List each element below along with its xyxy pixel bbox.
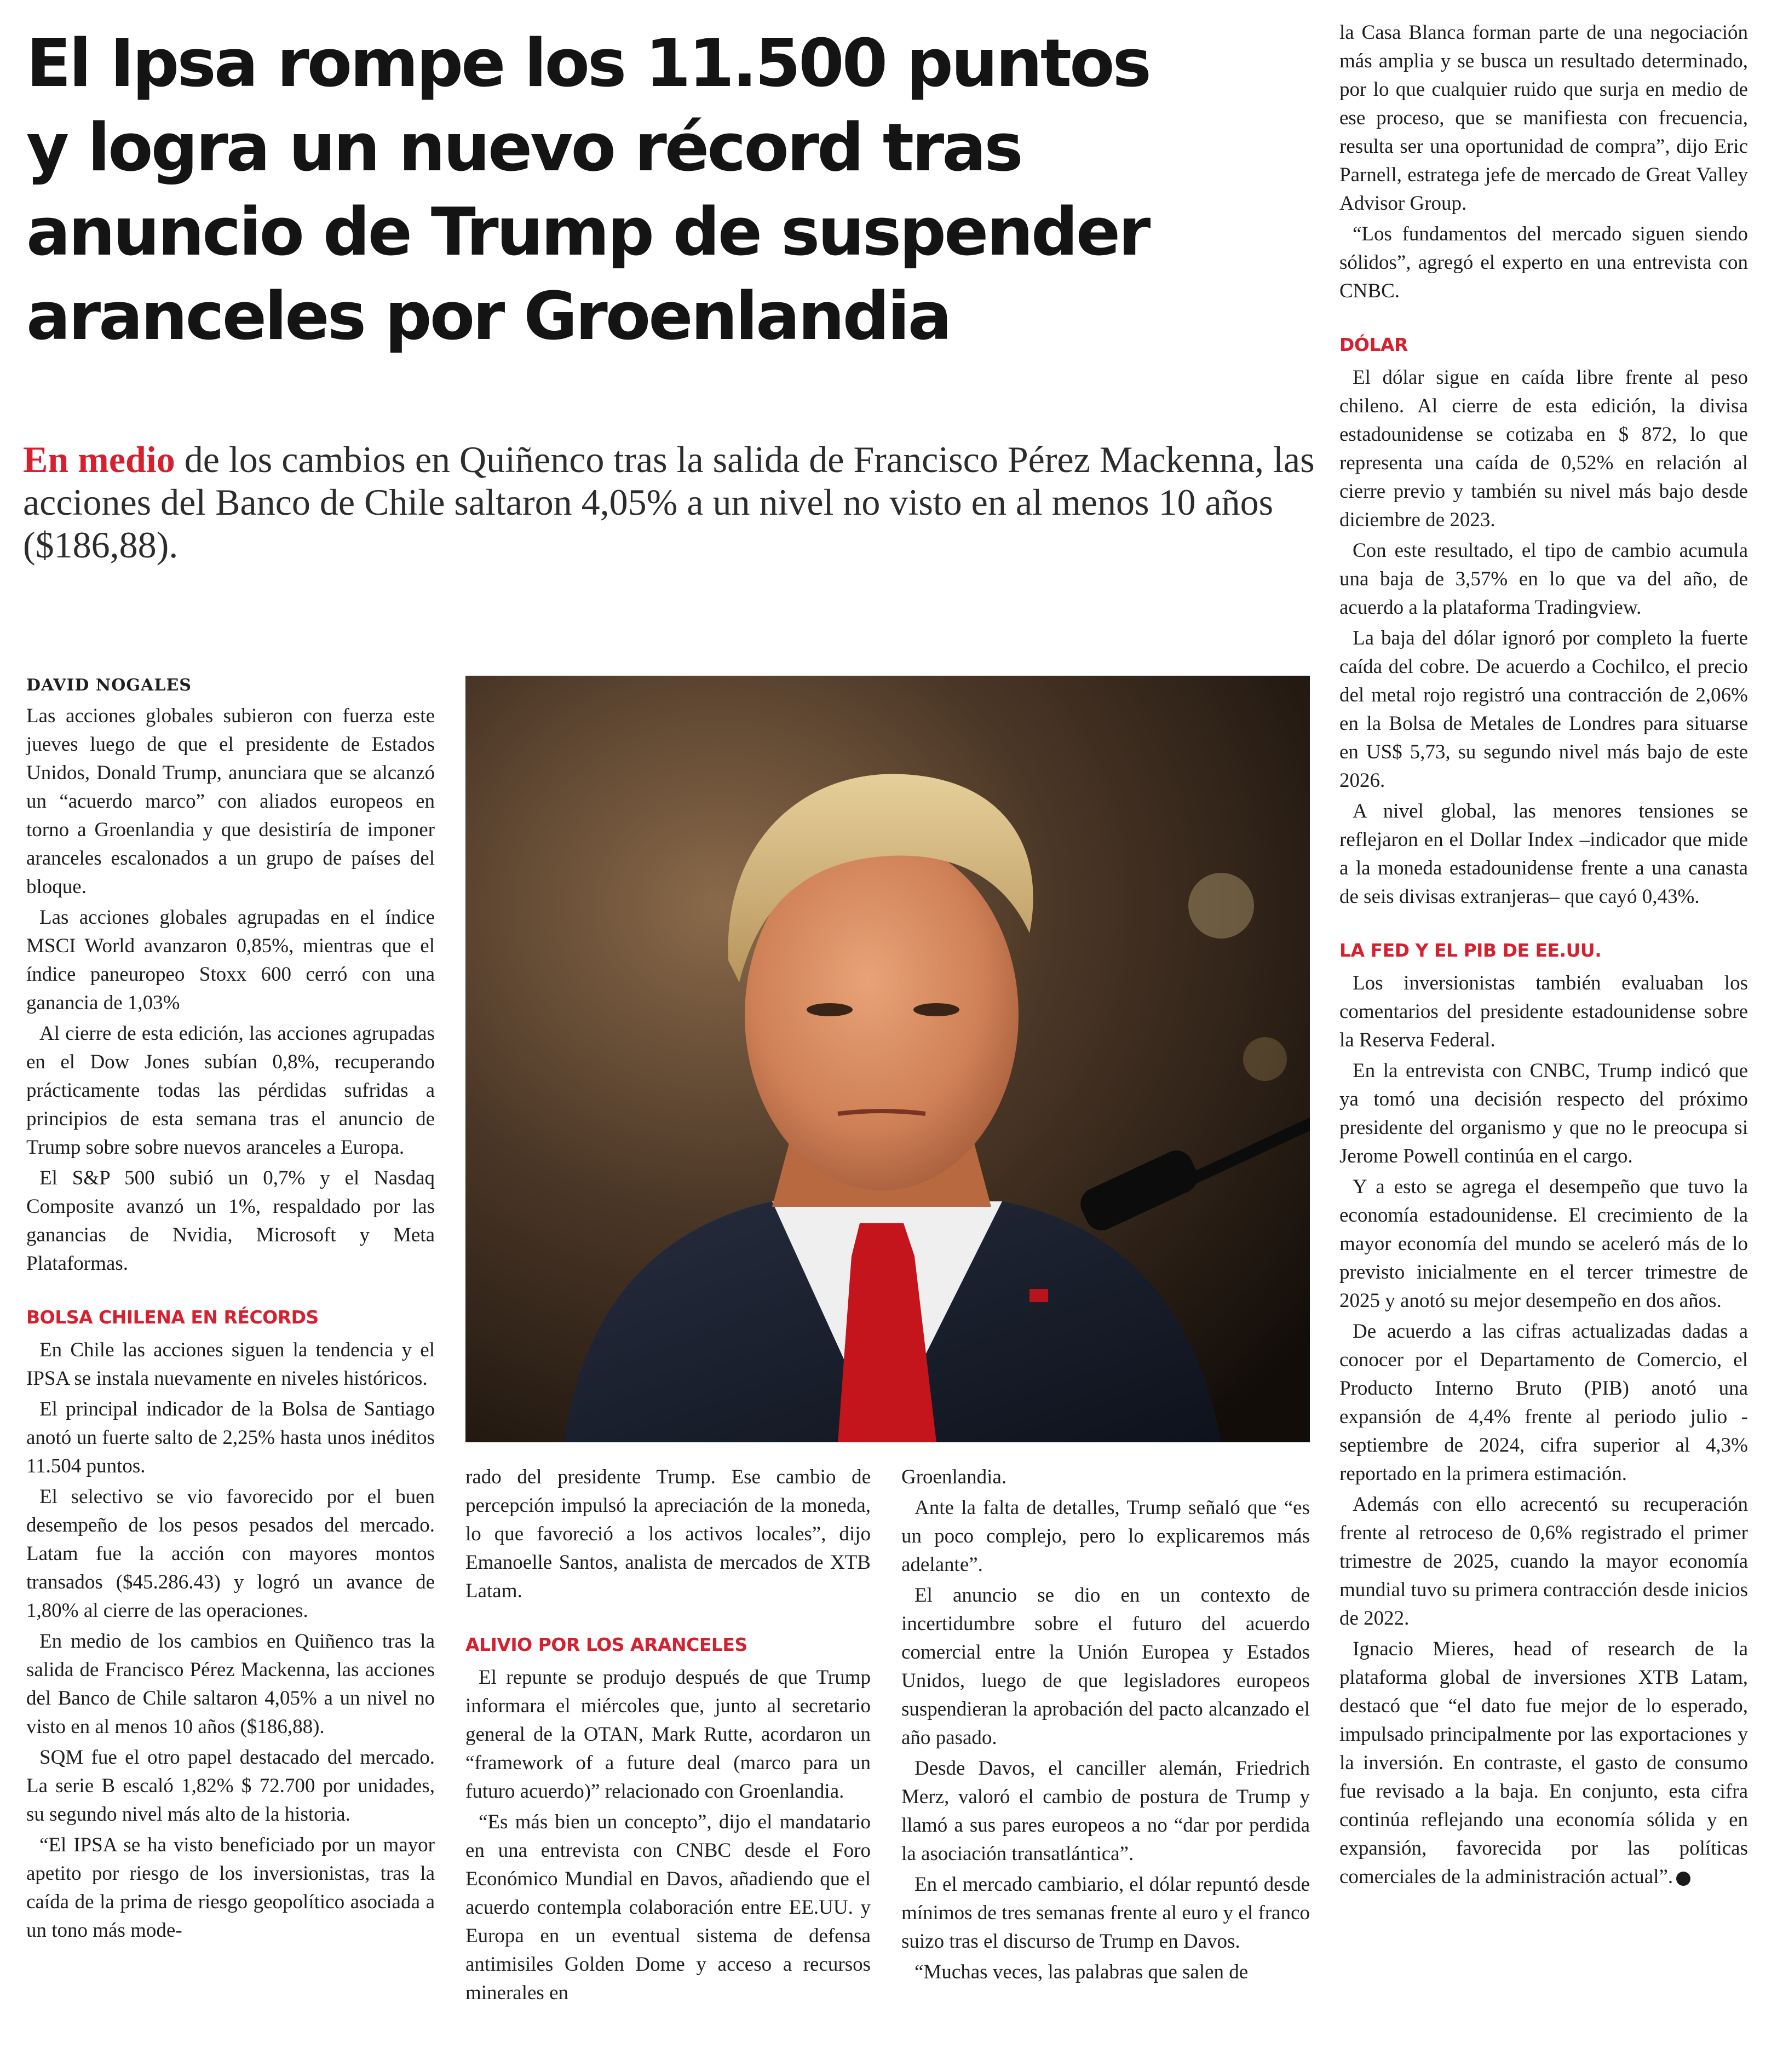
paragraph: El anuncio se dio en un contexto de incertidumbre sobre el futuro del acuerdo comercial entre la Unión Europea y Estados Unidos, luego de que legisladores europeos suspendieran la aprobación del pacto alcanzado el año pasado.	[901, 1584, 1310, 1749]
paragraph: En medio de los cambios en Quiñenco tras la salida de Francisco Pérez Mackenna, las acciones del Banco de Chile saltaron 4,05% a un nivel no visto en al menos 10 años ($186,88).	[26, 1630, 435, 1738]
paragraph: Y a esto se agrega el desempeño que tuvo la economía estadounidense. El crecimiento de la mayor economía del mundo se aceleró más de lo previsto inicialmente en el tercer trimestre de 2025 y anotó su mejor desempeño en dos años.	[1339, 1176, 1748, 1312]
paragraph: rado del presidente Trump. Ese cambio de percepción impulsó la apreciación de la moneda, lo que favoreció a los activos locales”, dijo Emanoelle Santos, analista de mercados de XTB Latam.	[465, 1466, 871, 1602]
flag-pin	[1029, 1289, 1048, 1302]
paragraph: La baja del dólar ignoró por completo la fuerte caída del cobre. De acuerdo a Cochilco, el precio del metal rojo registró una contracción de 2,06% en la Bolsa de Metales de Londres para situarse en US$ 5,73, su segundo nivel más bajo de este 2026.	[1339, 627, 1748, 792]
bokeh-light	[1188, 873, 1254, 939]
paragraph: De acuerdo a las cifras actualizadas dadas a conocer por el Departamento de Comercio, el Producto Interno Bruto (PIB) anotó una expansión de 4,4% frente al periodo julio - septiembre de 2024, cifra superior al 4,3% reportado en la primera estimación.	[1339, 1320, 1748, 1485]
paragraph: Además con ello acrecentó su recuperación frente al retroceso de 0,6% registrado el primer trimestre de 2025, cuando la mayor economía mundial tuvo su primera contracción desde inicios de 2022.	[1339, 1493, 1748, 1630]
deck-text: de los cambios en Quiñenco tras la salida de Francisco Pérez Mackenna, las acciones del Banco de Chile saltaron 4,05% a un nivel no visto en al menos 10 años ($186,88).	[23, 439, 1315, 566]
eye-right	[913, 1003, 959, 1016]
paragraph: Las acciones globales agrupadas en el índice MSCI World avanzaron 0,85%, mientras que el índice paneuropeo Stoxx 600 cerró con una ganancia de 1,03%	[26, 906, 435, 1014]
paragraph: En Chile las acciones siguen la tendencia y el IPSA se instala nuevamente en niveles históricos.	[26, 1339, 435, 1390]
eye-left	[807, 1003, 853, 1016]
paragraph: En el mercado cambiario, el dólar repuntó desde mínimos de tres semanas frente al euro y el franco suizo tras el discurso de Trump en Davos.	[901, 1873, 1310, 1953]
paragraph: Los inversionistas también evaluaban los comentarios del presidente estadounidense sobre la Reserva Federal.	[1339, 972, 1748, 1051]
paragraph: A nivel global, las menores tensiones se reflejaron en el Dollar Index –indicador que mide a la moneda estadounidense frente a una canasta de seis divisas extranjeras– que cayó 0,43%.	[1339, 800, 1748, 908]
headline-line: y logra un nuevo récord tras	[26, 110, 1021, 186]
column-3	[901, 1463, 1310, 1989]
paragraph: El dólar sigue en caída libre frente al peso chileno. Al cierre de esta edición, la divisa estadounidense se cotizaba en $ 872, lo que representa una caída de 0,52% en relación al cierre previo y también su nivel más bajo desde diciembre de 2023.	[1339, 366, 1748, 531]
paragraph-text: Ignacio Mieres, head of research de la plataforma global de inversiones XTB Latam, destacó que “el dato fue mejor de lo esperado, impulsado principalmente por las exportaciones y la inversión. En contraste, el gasto de consumo fue revisado a la baja. En conjunto, esta cifra continúa reflejando una economía sólida y en expansión, favorecida por las políticas comerciales de la administración actual”.	[1339, 1638, 1748, 1888]
paragraph: “Muchas veces, las palabras que salen de	[914, 1961, 1249, 1983]
paragraph: Groenlandia.	[901, 1466, 1007, 1488]
headline	[26, 22, 1286, 359]
subheading-alivio: ALIVIO POR LOS ARANCELES	[465, 1634, 747, 1655]
paragraph: Desde Davos, el canciller alemán, Friedrich Merz, valoró el cambio de postura de Trump y llamó a sus pares europeos a no “dar por perdida la asociación transatlántica”.	[901, 1757, 1310, 1865]
paragraph: El repunte se produjo después de que Trump informara el miércoles que, junto al secretario general de la OTAN, Mark Rutte, acordaron un “framework of a future deal (marco para un futuro acuerdo)” relacionado con Groenlandia.	[465, 1666, 871, 1803]
paragraph: la Casa Blanca forman parte de una negociación más amplia y se busca un resultado determinado, por lo que cualquier ruido que surja en medio de ese proceso, que se manifiesta con frecuencia, resulta ser una oportunidad de compra”, dijo Eric Parnell, estratega jefe de mercado de Great Valley Advisor Group.	[1339, 21, 1748, 215]
paragraph: En la entrevista con CNBC, Trump indicó que ya tomó una decisión respecto del próximo presidente del organismo y que no le preocupa si Jerome Powell continúa en el cargo.	[1339, 1060, 1748, 1167]
paragraph: SQM fue el otro papel destacado del mercado. La serie B escaló 1,82% $ 72.700 por unidades, su segundo nivel más alto de la historia.	[26, 1746, 435, 1826]
paragraph: “Los fundamentos del mercado siguen siendo sólidos”, agregó el experto en una entrevista con CNBC.	[1339, 223, 1748, 302]
article-photo	[465, 676, 1310, 1442]
end-mark-icon: P	[1676, 1872, 1690, 1886]
paragraph: El S&P 500 subió un 0,7% y el Nasdaq Composite avanzó un 1%, respaldado por las ganancias de Nvidia, Microsoft y Meta Plataformas.	[26, 1167, 435, 1275]
headline-line: El Ipsa rompe los 11.500 puntos	[26, 26, 1149, 102]
bokeh-light	[1243, 1037, 1287, 1081]
paragraph: Al cierre de esta edición, las acciones agrupadas en el Dow Jones subían 0,8%, recuperando prácticamente todas las pérdidas sufridas a principios de esta semana tras el anuncio de Trump sobre sobre nuevos aranceles a Europa.	[26, 1022, 435, 1159]
paragraph	[1339, 1635, 1748, 1891]
paragraph: “Es más bien un concepto”, dijo el mandatario en una entrevista con CNBC desde el Foro Económico Mundial en Davos, añadiendo que el acuerdo contempla colaboración entre EE.UU. y Europa en un eventual sistema de defensa antimisiles Golden Dome y acceso a recursos minerales en	[465, 1811, 871, 2004]
paragraph: Las acciones globales subieron con fuerza este jueves luego de que el presidente de Estados Unidos, Donald Trump, anunciara que se alcanzó un “acuerdo marco” con aliados europeos en torno a Groenlandia y que desistiría de imponer aranceles escalonados a un grupo de países del bloque.	[26, 705, 435, 898]
headline-line: aranceles por Groenlandia	[26, 279, 950, 355]
paragraph: El principal indicador de la Bolsa de Santiago anotó un fuerte salto de 2,25% hasta unos inéditos 11.504 puntos.	[26, 1398, 435, 1477]
column-4	[1339, 19, 1748, 1893]
deck	[23, 438, 1321, 566]
headline-line: anuncio de Trump de suspender	[26, 194, 1149, 270]
portrait-illustration	[465, 676, 1310, 1442]
subheading-fed: LA FED Y EL PIB DE EE.UU.	[1339, 940, 1602, 961]
paragraph: Ante la falta de detalles, Trump señaló que “es un poco complejo, pero lo explicaremos más adelante”.	[901, 1497, 1310, 1576]
column-2	[465, 1463, 871, 2010]
paragraph: El selectivo se vio favorecido por el buen desempeño de los pesos pesados del mercado. Latam fue la acción con mayores montos transados ($45.286.43) y logró un avance de 1,80% al cierre de las operaciones.	[26, 1486, 435, 1622]
paragraph: Con este resultado, el tipo de cambio acumula una baja de 3,57% en lo que va del año, de acuerdo a la plataforma Tradingview.	[1339, 539, 1748, 619]
subheading-bolsa: BOLSA CHILENA EN RÉCORDS	[26, 1306, 319, 1328]
subheading-dolar: DÓLAR	[1339, 334, 1408, 355]
paragraph: “El IPSA se ha visto beneficiado por un mayor apetito por riesgo de los inversionistas, tras la caída de la prima de riesgo geopolítico asociada a un tono más mode-	[26, 1834, 435, 1942]
deck-lead: En medio	[23, 439, 175, 480]
byline: DAVID NOGALES	[26, 676, 192, 695]
column-1	[26, 671, 435, 1947]
